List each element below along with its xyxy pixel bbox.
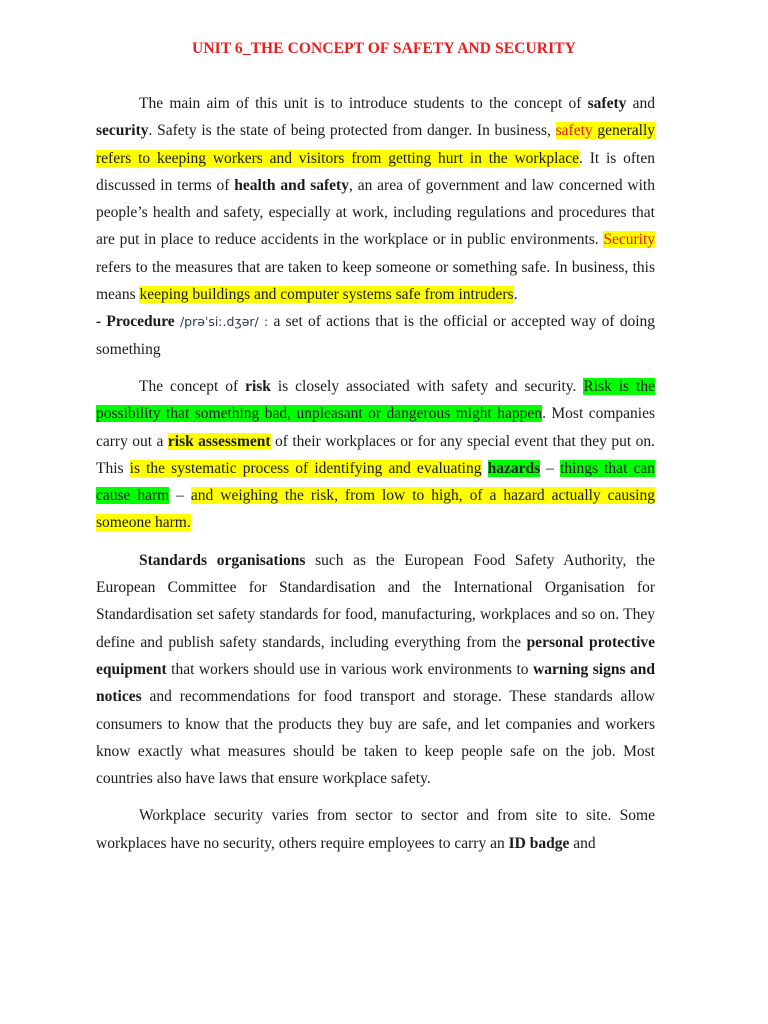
vocab-definition: a set of actions that is the official or accepted way of doing something (96, 313, 656, 358)
bold-term-ppe: personal protective equipment (96, 633, 655, 678)
paragraph-intro (96, 90, 655, 308)
highlight-security: Security (603, 231, 655, 249)
paragraph-workplace-security (96, 802, 655, 857)
bold-term-risk: risk (245, 377, 271, 395)
text (482, 460, 488, 477)
text: . It is often discussed in terms of (96, 149, 655, 194)
text: – (540, 459, 561, 477)
text: is closely associated with safety and security. (270, 377, 584, 395)
text: and recommendations for food transport and storage. These standards allow consumers to know that the products they buy are safe, and let companies and workers know exactly what measures should be taken to keep people safe on the job. Most countries also have laws that ensure workplace safety. (96, 688, 655, 788)
paragraph-risk (96, 373, 655, 537)
text: , an area of government and law concerned with people’s health and safety, especially at work, including regulations and procedures that are put in place to reduce accidents in the workplace or in public environments. (96, 176, 655, 249)
text: The concept of (139, 377, 246, 395)
text: refers to the measures that are taken to keep someone or something safe. In business, this means (96, 258, 655, 304)
highlight-safety-definition: generally refers to keeping workers and visitors from getting hurt in the workplace (96, 122, 655, 167)
document-body (96, 90, 655, 857)
text: that workers should use in various work environments to (166, 660, 534, 678)
bold-term-id-badge: ID badge (508, 834, 570, 852)
text: . (513, 286, 518, 304)
text: such as the European Food Safety Authority, the European Committee for Standardisation and the International Organisation for Standardisation set safety standards for food, manufacturing, workplaces and so on. They define and publish safety standards, including everything from the (96, 551, 655, 651)
highlight-safety: safety (555, 122, 593, 140)
text: and (626, 95, 655, 112)
highlight-assessment-definition: is the systematic process of identifying and evaluating (129, 459, 482, 477)
text: Workplace security varies from sector to sector and from site to site. Some workplaces have no security, others require employees to carry an (96, 807, 655, 852)
highlight-hazard-definition: things that can cause harm (96, 459, 655, 505)
bold-term-hazards: hazards (487, 459, 541, 477)
text: of their workplaces or for any special event that they put on. This (96, 432, 655, 477)
bold-term-standards-organisations: Standards organisations (139, 551, 306, 569)
text: and (569, 834, 596, 852)
text: . Most companies carry out a (96, 405, 655, 450)
bold-term-health-and-safety: health and safety (234, 176, 349, 194)
vocab-pronunciation: /prəˈsiː.dʒər/ : (174, 314, 269, 330)
highlight-risk-definition: Risk is the possibility that something bad, unpleasant or dangerous might happen (96, 377, 655, 423)
highlight-weighing-risk: and weighing the risk, from low to high, of a hazard actually causing someone harm. (96, 487, 655, 532)
vocab-term: Procedure (106, 313, 175, 331)
highlight-security-definition: keeping buildings and computer systems safe from intruders (139, 286, 514, 304)
vocab-dash: - (96, 313, 107, 331)
vocabulary-procedure (96, 308, 655, 363)
text: – (169, 487, 191, 505)
bold-term-risk-assessment: risk assessment (167, 432, 271, 450)
page-title: UNIT 6_THE CONCEPT OF SAFETY AND SECURITY (192, 40, 576, 57)
paragraph-standards (96, 547, 655, 793)
text: The main aim of this unit is to introduce students to the concept of (139, 95, 588, 112)
bold-term-security: security (96, 122, 149, 140)
bold-term-warning-signs: warning signs and notices (96, 660, 655, 706)
text: . Safety is the state of being protected from danger. In business, (148, 122, 556, 140)
bold-term-safety: safety (587, 95, 627, 112)
